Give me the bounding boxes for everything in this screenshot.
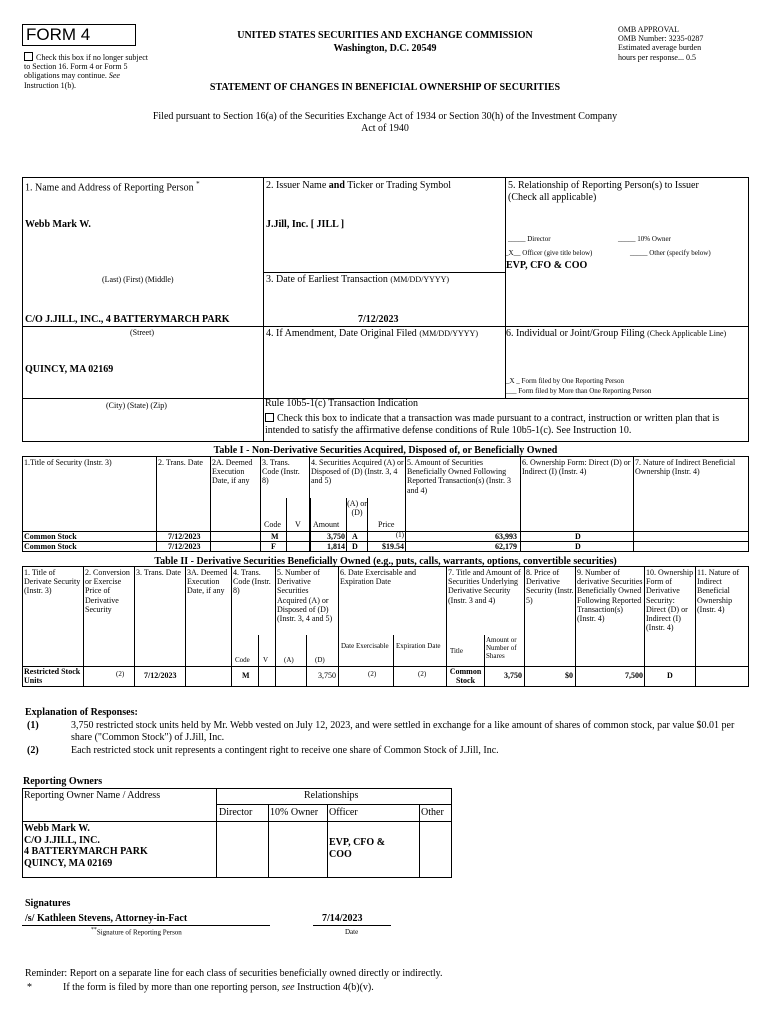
rule-label: Rule 10b5-1(c) Transaction Indication — [265, 398, 419, 409]
t1-r1-date: 7/12/2023 — [168, 532, 201, 541]
t2-r1-ul-amount: 3,750 — [504, 671, 522, 680]
t1-sub-v-label: V — [295, 520, 301, 529]
t2-r1-conv: (2) — [116, 670, 125, 678]
t2-r1-ul-title: Common Stock — [449, 667, 482, 686]
t1-h4: 4. Securities Acquired (A) or Disposed of (D) (Instr. 3, 4 and 5) — [311, 458, 404, 486]
explanation-text-1: 3,750 restricted stock units held by Mr. Webb vested on July 12, 2023, and were settled in exchange for a like amount of shares of common stock, par value $0.01 per share ("Common Stock") of J.Jill, Inc. — [71, 720, 735, 743]
t2-r1-code: M — [242, 671, 250, 680]
t1-h3: 3. Trans. Code (Instr. 8) — [262, 458, 300, 486]
officer-title: EVP, CFO & COO — [506, 260, 588, 271]
reminder-text: Reminder: Report on a separate line for each class of securities beneficially owned directly or indirectly. — [25, 968, 443, 979]
issuer-name: J.Jill, Inc. [ JILL ] — [266, 219, 345, 230]
owners-col-other: Other — [421, 807, 444, 818]
t1-h2a: 2A. Deemed Execution Date, if any — [212, 458, 253, 486]
no-longer-subject-note: Check this box if no longer subject to Section 16. Form 4 or Form 5 obligations may continue. See Instruction 1(b). — [24, 53, 148, 90]
omb-approval: OMB APPROVAL OMB Number: 3235-0287 Estimated average burden hours per response... 0.5 — [618, 25, 704, 62]
t1-col-2 — [156, 456, 157, 552]
t1-r1-amount: 3,750 — [327, 532, 345, 541]
owners-col-ten: 10% Owner — [270, 807, 319, 818]
date-underline — [313, 925, 391, 926]
city-legend: (City) (State) (Zip) — [106, 401, 167, 410]
grid-line-city — [22, 398, 263, 399]
t2-sub-exercisable-label: Date Exercisable — [341, 642, 389, 650]
table2-title: Table II - Derivative Securities Beneficially Owned (e.g., puts, calls, warrants, options, convertible securities) — [154, 556, 617, 567]
name-legend: (Last) (First) (Middle) — [102, 275, 174, 284]
box5-label: 5. Relationship of Reporting Person(s) to Issuer (Check all applicable) — [508, 180, 699, 203]
t2-col-6 — [338, 566, 339, 687]
grid-divider-1 — [263, 177, 264, 442]
agency-city: Washington, D.C. 20549 — [333, 43, 437, 54]
t2-h10: 10. Ownership Form of Derivative Security: Direct (D) or Indirect (I) (Instr. 4) — [646, 568, 694, 633]
t2-header-bottom — [22, 666, 749, 667]
t2-col-9 — [575, 566, 576, 687]
t2-sub-amount-label: Amount or Number of Shares — [486, 636, 517, 661]
t2-sub-v-label: V — [263, 656, 269, 664]
grid-line-3 — [263, 272, 505, 273]
t2-h1: 1. Title of Derivate Security (Instr. 3) — [24, 568, 81, 596]
t1-r2-title: Common Stock — [24, 542, 77, 551]
t1-h5: 5. Amount of Securities Beneficially Owned Following Reported Transaction(s) (Instr. 3 and 4) — [407, 458, 511, 495]
t1-h7: 7. Nature of Indirect Beneficial Ownership (Instr. 4) — [635, 458, 736, 477]
date-legend: Date — [345, 928, 359, 936]
t2-sub-d-label: (D) — [315, 656, 325, 664]
owners-col-2 — [268, 804, 269, 878]
street-legend: (Street) — [130, 328, 154, 337]
t2-sub-expiration-label: Expiration Date — [396, 642, 441, 650]
t2-sub-exp — [393, 635, 394, 687]
owners-col-4 — [419, 804, 420, 878]
filing-one-person: _X _ Form filed by One Reporting Person — [506, 377, 625, 385]
t1-r2-form: D — [575, 542, 581, 551]
t1-col-2a — [210, 456, 211, 552]
explanation-heading: Explanation of Responses: — [25, 707, 138, 718]
t2-r1-title: Restricted Stock Units — [24, 667, 81, 686]
t1-r1-title: Common Stock — [24, 532, 77, 541]
rule-checkbox[interactable] — [265, 413, 274, 422]
form-title: FORM 4 — [26, 25, 91, 44]
t2-col-10 — [644, 566, 645, 687]
owners-col-officer: Officer — [329, 807, 358, 818]
t2-sub-title-label: Title — [450, 647, 463, 655]
t2-h7: 7. Title and Amount of Securities Underlying Derivative Security (Instr. 3 and 4) — [448, 568, 521, 605]
footer-star: * — [27, 982, 32, 993]
reporting-person-name: Webb Mark W. — [25, 219, 91, 230]
t1-h6: 6. Ownership Form: Direct (D) or Indirect (I) (Instr. 4) — [522, 458, 631, 477]
t2-col-4 — [231, 566, 232, 687]
explanation-num-2: (2) — [27, 745, 39, 756]
owner-name-address: Webb Mark W. C/O J.JILL, INC. 4 BATTERYMARCH PARK QUINCY, MA 02169 — [24, 823, 148, 869]
relationship-officer: _X__ Officer (give title below) — [505, 249, 593, 257]
grid-line-4 — [22, 326, 749, 327]
box2-label: 2. Issuer Name and Ticker or Trading Symbol — [266, 180, 452, 191]
owners-col-director: Director — [219, 807, 253, 818]
t1-r1-form: D — [575, 532, 581, 541]
earliest-transaction-date: 7/12/2023 — [358, 314, 399, 325]
statement-title: STATEMENT OF CHANGES IN BENEFICIAL OWNERSHIP OF SECURITIES — [209, 82, 561, 93]
t1-sub-v — [286, 498, 287, 552]
t1-sub-price-label: Price — [378, 520, 395, 529]
box1-label: 1. Name and Address of Reporting Person * — [25, 180, 200, 194]
t2-col-11 — [695, 566, 696, 687]
filed-pursuant-text: Filed pursuant to Section 16(a) of the Securities Exchange Act of 1934 or Section 30(h) of the Investment Company Act of 1940 — [152, 111, 618, 134]
t2-h4: 4. Trans. Code (Instr. 8) — [233, 568, 271, 596]
t1-r1-code: M — [271, 532, 279, 541]
owners-heading: Reporting Owners — [23, 776, 103, 787]
t1-col-7 — [633, 456, 634, 552]
signer-name: /s/ Kathleen Stevens, Attorney-in-Fact — [25, 913, 188, 924]
t1-r2-price: $19.54 — [382, 542, 404, 551]
t2-h3: 3. Trans. Date — [136, 568, 181, 577]
t2-r1-exercisable: (2) — [368, 670, 377, 678]
box6-label: 6. Individual or Joint/Group Filing (Check Applicable Line) — [506, 328, 727, 339]
owners-col-name: Reporting Owner Name / Address — [24, 790, 161, 801]
t1-sub-amount-label: Amount — [313, 520, 340, 529]
t1-sub-code: Code — [264, 520, 281, 529]
t1-r2-aord: D — [352, 542, 358, 551]
relationship-other: _____ Other (specify below) — [630, 249, 711, 257]
filing-more-persons: ___ Form filed by More than One Reporting Person — [506, 387, 652, 395]
t1-col-6 — [520, 456, 521, 552]
footer-note: If the form is filed by more than one reporting person, see Instruction 4(b)(v). — [63, 982, 374, 993]
table1-title: Table I - Non-Derivative Securities Acquired, Disposed of, or Beneficially Owned — [213, 445, 558, 456]
t2-sub-a-label: (A) — [284, 656, 294, 664]
t1-r1-price: (1) — [395, 531, 404, 539]
explanation-text-2: Each restricted stock unit represents a contingent right to receive one share of Common Stock of J.Jill, Inc. — [71, 745, 499, 756]
t2-h5: 5. Number of Derivative Securities Acquired (A) or Disposed of (D) (Instr. 3, 4 and 5) — [277, 568, 333, 623]
relationship-director: _____ Director — [508, 235, 551, 243]
owners-col-3 — [327, 804, 328, 878]
box3-label: 3. Date of Earliest Transaction (MM/DD/YYYY) — [266, 274, 450, 285]
t2-r1-date: 7/12/2023 — [144, 671, 177, 680]
no-longer-subject-checkbox[interactable] — [24, 52, 33, 61]
reporting-person-city: QUINCY, MA 02169 — [25, 364, 114, 375]
t2-sub-v — [258, 635, 259, 687]
owners-col-rel: Relationships — [304, 790, 359, 801]
t2-h6: 6. Date Exercisable and Expiration Date — [340, 568, 416, 587]
t1-r2-amount: 1,814 — [327, 542, 345, 551]
owners-col-1 — [216, 788, 217, 878]
t2-col-8 — [524, 566, 525, 687]
t1-sub-aord-label: (A) or (D) — [347, 499, 367, 518]
t1-r2-date: 7/12/2023 — [168, 542, 201, 551]
box4-label: 4. If Amendment, Date Original Filed (MM/DD/YYYY) — [266, 328, 478, 339]
owner-officer-title: EVP, CFO & COO — [329, 837, 386, 860]
t1-h1: 1.Title of Security (Instr. 3) — [24, 458, 112, 467]
agency-name: UNITED STATES SECURITIES AND EXCHANGE COMMISSION — [237, 30, 533, 41]
t1-r1-owned: 63,993 — [495, 532, 517, 541]
owners-line-1 — [216, 804, 452, 805]
t2-col-3 — [134, 566, 135, 687]
rule-text: Check this box to indicate that a transaction was made pursuant to a contract, instruction or written plan that is intended to satisfy the affirmative defense conditions of Rule 10b5-1(c). See Instruction 10. — [265, 413, 720, 436]
t1-r2-code: F — [271, 542, 276, 551]
explanation-num-1: (1) — [27, 720, 39, 731]
t2-h9: 9. Number of derivative Securities Beneficially Owned Following Reported Transaction(s) (Instr. 4) — [577, 568, 643, 623]
owners-line-2 — [22, 821, 452, 822]
t2-r1-expiration: (2) — [418, 670, 427, 678]
t2-h8: 8. Price of Derivative Security (Instr. 5) — [526, 568, 574, 605]
t1-col-3 — [260, 456, 261, 552]
signer-legend: **Signature of Reporting Person — [91, 927, 182, 937]
t1-r1-aord: A — [352, 532, 358, 541]
t2-sub-a — [275, 635, 276, 687]
t2-r1-owned: 7,500 — [625, 671, 643, 680]
signature-date: 7/14/2023 — [322, 913, 363, 924]
t2-h2: 2. Conversion or Exercise Price of Derivative Security — [85, 568, 130, 614]
grid-divider-2 — [505, 177, 506, 398]
t2-h11: 11. Nature of Indirect Beneficial Ownership (Instr. 4) — [697, 568, 740, 614]
reporting-person-street: C/O J.JILL, INC., 4 BATTERYMARCH PARK — [25, 314, 230, 325]
signer-underline — [22, 925, 270, 926]
t2-r1-d: 3,750 — [318, 671, 336, 680]
t2-col-3a — [185, 566, 186, 687]
signatures-heading: Signatures — [25, 898, 71, 909]
t2-r1-price: $0 — [565, 671, 573, 680]
t2-sub-code-label: Code — [235, 656, 250, 664]
t1-h2: 2. Trans. Date — [158, 458, 203, 467]
t2-h3a: 3A. Deemed Execution Date, if any — [187, 568, 228, 596]
t2-r1-form: D — [667, 671, 673, 680]
t1-r2-owned: 62,179 — [495, 542, 517, 551]
relationship-ten-pct: _____ 10% Owner — [618, 235, 671, 243]
